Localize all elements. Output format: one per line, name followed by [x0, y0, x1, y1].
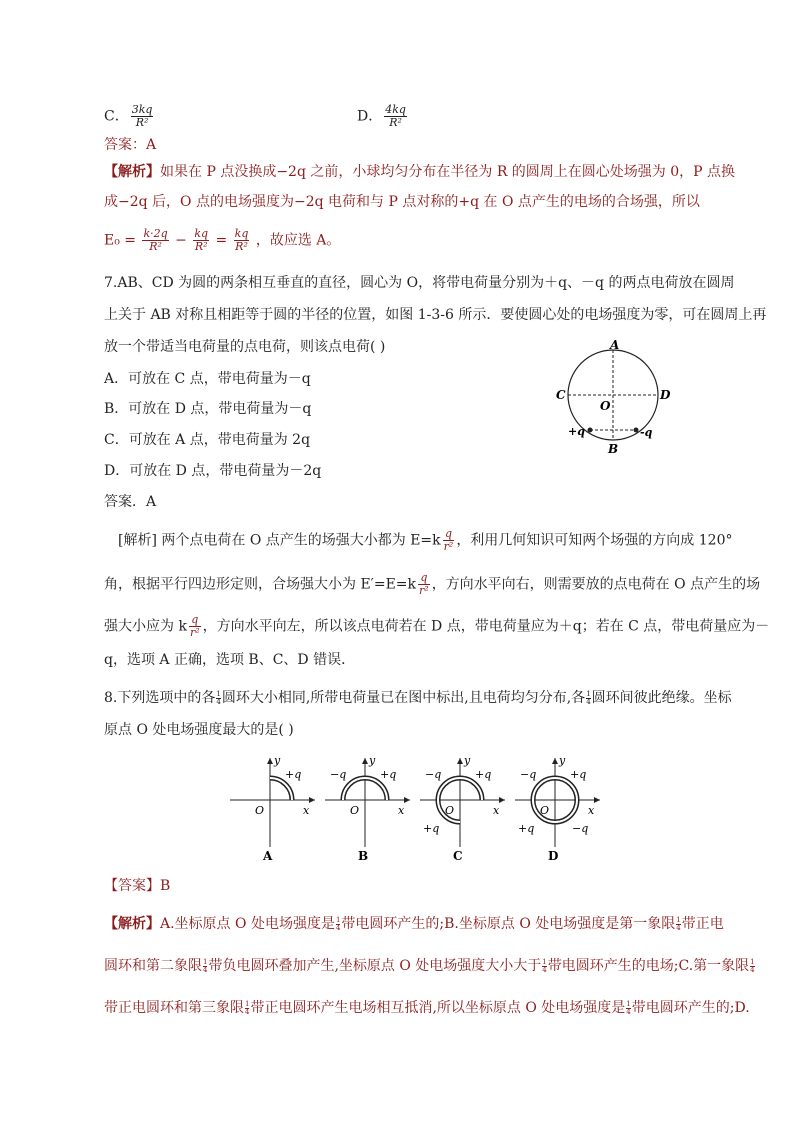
panel-d-minus-q: −q — [520, 768, 537, 781]
option-c: C． $\frac{3kq}{\text{R²}}$ — [104, 103, 153, 129]
panel-b-plus-q: +q — [380, 768, 397, 781]
explanation-6-line3: E₀ = $\frac{k\cdot 2q}{\text{R²}}$ − $\frac{kq}{\text{R²}}$ = $\frac{kq}{\text{R²}}$ ，故应选 A。 — [104, 227, 341, 253]
panel-d-minus-q-lower: −q — [572, 822, 589, 835]
panel-a-plus-q: +q — [285, 768, 302, 781]
question-7-option-c: C．可放在 A 点，带电荷量为 2q — [104, 432, 311, 448]
panel-c — [420, 754, 505, 863]
panel-c-plus-q: +q — [475, 768, 492, 781]
panel-a-caption: A — [263, 849, 273, 863]
panel-b-origin-label: O — [350, 804, 360, 817]
explanation-7-line2: 角，根据平行四边形定则，合场强大小为 E′=E=k $\frac{q}{\text{r²}}$ ，方向水平向右，则需要放的点电荷在 O 点产生的场 — [104, 571, 761, 597]
question-7-option-d: D．可放在 D 点，带电荷量为－2q — [104, 463, 322, 479]
question-7-line3: 放一个带适当电荷量的点电荷，则该点电荷( ) — [104, 339, 386, 355]
panel-c-y-label: y — [464, 754, 471, 767]
minus-q-label: -q — [640, 426, 653, 439]
explanation-6-line2: 成−2q 后，O 点的电场强度为−2q 电荷和与 P 点对称的+q 在 O 点产生的电场的合场强，所以 — [104, 194, 700, 210]
panel-d-plus-q: +q — [570, 768, 587, 781]
panel-c-minus-q: −q — [425, 768, 442, 781]
panel-a — [230, 754, 315, 863]
panel-d-x-label: x — [588, 804, 595, 817]
panel-c-x-label: x — [493, 804, 500, 817]
panel-c-caption: C — [453, 849, 463, 863]
point-d-label: D — [660, 388, 671, 402]
answer-7: 答案．A — [104, 494, 157, 510]
panel-b-x-label: x — [398, 804, 405, 817]
panel-b — [325, 754, 410, 863]
question-8-line2: 原点 O 处电场强度最大的是( ) — [104, 722, 294, 738]
explanation-7-line1: [解析] 两个点电荷在 O 点产生的场强大小都为 E=k $\frac{q}{\text{r²}}$ ，利用几何知识可知两个场强的方向成 120° — [118, 527, 733, 553]
question-7-line1: 7.AB、CD 为圆的两条相互垂直的直径，圆心为 O，将带电荷量分别为＋q、－q 的两点电荷放在圆周 — [104, 275, 735, 291]
figure-8-quarter-rings — [225, 752, 625, 872]
panel-b-minus-q: −q — [330, 768, 347, 781]
plus-q-label: +q — [568, 425, 585, 438]
figure-7-circle-diagram — [548, 340, 698, 460]
panel-c-plus-q-lower: +q — [423, 822, 440, 835]
answer-6: 答案：A — [104, 137, 157, 153]
question-7-line2: 上关于 AB 对称且相距等于圆的半径的位置，如图 1-3-6 所示．要使圆心处的电场强度为零，可在圆周上再 — [104, 307, 767, 323]
panel-d-caption: D — [548, 849, 559, 863]
panel-b-y-label: y — [369, 754, 376, 767]
panel-a-x-label: x — [303, 804, 310, 817]
option-c-fraction: $\frac{3kq}{\text{R²}}$ — [131, 103, 153, 129]
option-d: D． $\frac{4kq}{\text{R²}}$ — [357, 103, 406, 129]
panel-a-y-label: y — [274, 754, 281, 767]
answer-8: 【答案】B — [104, 878, 171, 894]
explanation-8-line3: 带正电圆环和第三象限 $\frac{1}{4}$ 带正电圆环产生电场相互抵消,所以坐标原点 O 处电场强度是 $\frac{1}{4}$ 带电圆环产生的;D. — [104, 999, 750, 1016]
panel-d-y-label: y — [559, 754, 566, 767]
panel-d — [515, 754, 600, 863]
panel-d-plus-q-lower: +q — [518, 822, 535, 835]
question-7-option-b: B．可放在 D 点，带电荷量为－q — [104, 401, 312, 417]
option-d-fraction: $\frac{4kq}{\text{R²}}$ — [385, 103, 406, 129]
negative-charge-dot — [634, 428, 639, 433]
panel-c-origin-label: O — [445, 804, 455, 817]
question-7-option-a: A．可放在 C 点，带电荷量为－q — [104, 371, 311, 387]
explanation-6-line1: 【解析】如果在 P 点没换成−2q 之前，小球均匀分布在半径为 R 的圆周上在圆心处场强为 0，P 点换 — [104, 164, 736, 180]
explanation-7-line4: q，选项 A 正确，选项 B、C、D 错误． — [104, 652, 356, 668]
panel-d-origin-label: O — [540, 804, 550, 817]
explanation-8-line2: 圆环和第二象限 $\frac{1}{4}$ 带负电圆环叠加产生,坐标原点 O 处电场强度大小大于 $\frac{1}{4}$ 带电圆环产生的电场;C.第一象限 $\frac{1}{4}$ — [104, 957, 755, 974]
positive-charge-dot — [588, 428, 593, 433]
explanation-8-line1: 【解析】A.坐标原点 O 处电场强度是 $\frac{1}{4}$ 带电圆环产生的;B.坐标原点 O 处电场强度是第一象限 $\frac{1}{4}$ 带正电 — [104, 915, 724, 932]
point-b-label: B — [608, 442, 619, 456]
point-c-label: C — [556, 388, 566, 402]
explanation-7-line3: 强大小应为 k $\frac{q}{\text{r²}}$ ，方向水平向左，所以该点电荷若在 D 点，带电荷量应为＋q；若在 C 点，带电荷量应为－ — [104, 613, 770, 639]
panel-a-origin-label: O — [255, 804, 265, 817]
question-8-line1: 8.下列选项中的各 $\frac{1}{4}$ 圆环大小相同,所带电荷量已在图中标出,且电荷均匀分布,各 $\frac{1}{4}$ 圆环间彼此绝缘。坐标 — [104, 689, 732, 706]
center-o-label: O — [600, 399, 611, 413]
panel-b-caption: B — [358, 849, 369, 863]
point-a-label: A — [610, 340, 620, 352]
